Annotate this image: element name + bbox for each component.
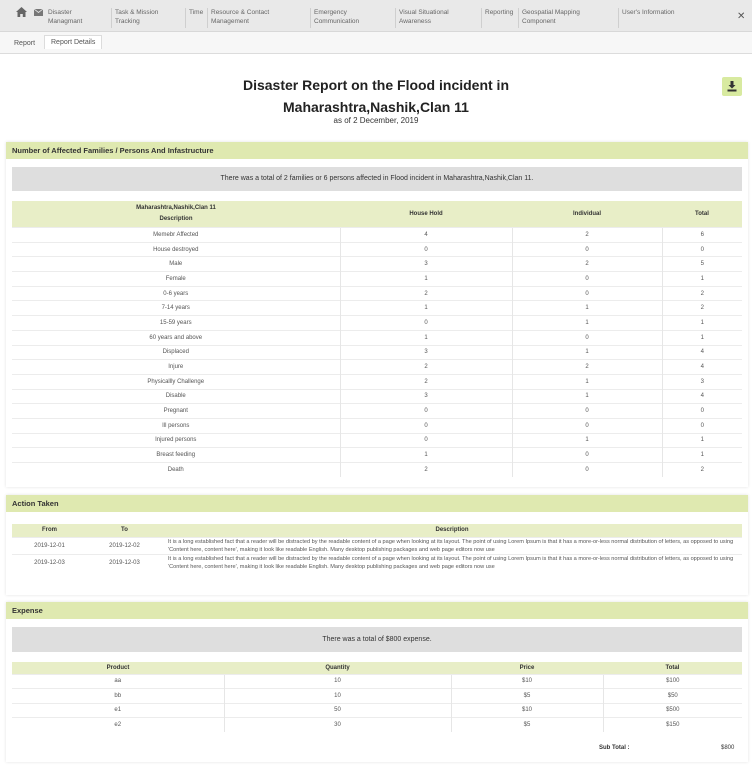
action-cell-from: 2019-12-01 — [12, 537, 87, 554]
affected-cell-individual: 1 — [512, 374, 662, 389]
affected-cell-description: 60 years and above — [12, 330, 340, 345]
nav-time[interactable]: Time — [185, 8, 205, 28]
nav-users-information[interactable]: User's Information — [618, 8, 678, 28]
affected-location: Maharashtra,Nashik,Clan 11 — [136, 205, 216, 211]
expense-table-row — [12, 718, 742, 733]
expense-col-total: Total — [665, 664, 680, 671]
expense-cell-price: $10 — [451, 703, 603, 718]
affected-cell-total: 2 — [662, 301, 742, 316]
expense-cell-product: aa — [12, 674, 224, 689]
action-panel — [6, 495, 748, 595]
affected-table-row — [12, 228, 742, 243]
affected-cell-individual: 0 — [512, 448, 662, 463]
affected-table-row — [12, 286, 742, 301]
expense-cell-total: $150 — [603, 718, 742, 733]
tab-report-details[interactable]: Report Details — [44, 35, 102, 49]
close-icon[interactable]: ✕ — [737, 11, 746, 22]
affected-table-row — [12, 257, 742, 272]
affected-table-row — [12, 418, 742, 433]
download-button[interactable] — [722, 77, 742, 96]
report-title-line1: Disaster Report on the Flood incident in — [242, 77, 509, 93]
report-title-line2: Maharashtra,Nashik,Clan 11 — [283, 99, 469, 115]
affected-table-row — [12, 389, 742, 404]
affected-cell-individual: 1 — [512, 301, 662, 316]
expense-cell-product: e1 — [12, 703, 224, 718]
affected-table-row — [12, 330, 742, 345]
affected-cell-household: 2 — [340, 374, 512, 389]
affected-cell-individual: 0 — [512, 242, 662, 257]
affected-cell-description: 0-6 years — [12, 286, 340, 301]
expense-cell-price: $5 — [451, 689, 603, 704]
affected-col-individual: Individual — [572, 211, 601, 217]
affected-panel — [6, 142, 748, 487]
action-col-description: Description — [435, 527, 469, 534]
affected-cell-description: 7-14 years — [12, 301, 340, 316]
affected-cell-description: Memebr Affected — [12, 228, 340, 243]
expense-table-row — [12, 703, 742, 718]
affected-cell-total: 3 — [662, 374, 742, 389]
action-col-from: From — [42, 527, 57, 534]
affected-table-row — [12, 448, 742, 463]
action-cell-from: 2019-12-03 — [12, 554, 87, 571]
expense-cell-price: $5 — [451, 718, 603, 733]
affected-table-row — [12, 345, 742, 360]
nav-disaster-management[interactable]: Disaster Managmant — [48, 9, 83, 25]
affected-cell-description: Male — [12, 257, 340, 272]
affected-cell-total: 0 — [662, 418, 742, 433]
affected-table-row — [12, 374, 742, 389]
affected-cell-total: 1 — [662, 330, 742, 345]
affected-cell-household: 1 — [340, 301, 512, 316]
expense-panel — [6, 602, 748, 762]
action-cell-to: 2019-12-03 — [87, 554, 162, 571]
action-cell-description: It is a long established fact that a reader will be distracted by the readable content of a page when looking at its layout. The point of using Lorem Ipsum is that it has a more-or-less normal distribution of letters, as opposed to using 'Content here, content here', making it look like readable English. Many desktop publishing packages and web page editors now use — [162, 554, 742, 571]
affected-table-row — [12, 301, 742, 316]
expense-cell-quantity: 10 — [224, 689, 451, 704]
affected-cell-total: 4 — [662, 360, 742, 375]
mail-icon[interactable] — [34, 9, 43, 16]
affected-cell-description: Displaced — [12, 345, 340, 360]
tab-bar — [0, 32, 752, 54]
affected-cell-household: 2 — [340, 286, 512, 301]
affected-cell-individual: 2 — [512, 257, 662, 272]
expense-table — [12, 662, 742, 732]
expense-col-product: Product — [106, 664, 130, 671]
affected-cell-household: 3 — [340, 257, 512, 272]
report-title — [0, 74, 752, 118]
affected-cell-individual: 0 — [512, 330, 662, 345]
affected-cell-description: Breast feeding — [12, 448, 340, 463]
affected-cell-total: 4 — [662, 345, 742, 360]
top-navigation — [0, 0, 752, 32]
affected-table-row — [12, 316, 742, 331]
nav-emergency-communication[interactable]: Emergency Communication — [310, 8, 390, 28]
expense-cell-quantity: 10 — [224, 674, 451, 689]
affected-cell-household: 1 — [340, 448, 512, 463]
nav-task-mission-tracking[interactable]: Task & Mission Tracking — [111, 8, 179, 28]
affected-cell-household: 2 — [340, 463, 512, 478]
affected-cell-individual: 1 — [512, 433, 662, 448]
affected-cell-individual: 0 — [512, 404, 662, 419]
affected-cell-description: House destroyed — [12, 242, 340, 257]
expense-heading: Expense — [6, 602, 748, 619]
affected-cell-household: 1 — [340, 272, 512, 287]
affected-table-row — [12, 272, 742, 287]
affected-cell-individual: 2 — [512, 360, 662, 375]
expense-cell-price: $10 — [451, 674, 603, 689]
expense-col-price: Price — [519, 664, 535, 671]
affected-table-header — [12, 201, 742, 228]
expense-cell-quantity: 50 — [224, 703, 451, 718]
affected-cell-description: Female — [12, 272, 340, 287]
nav-reporting[interactable]: Reporting — [481, 8, 517, 28]
affected-cell-total: 1 — [662, 448, 742, 463]
nav-geospatial-mapping-component[interactable]: Geospatial Mapping Component — [518, 8, 613, 28]
affected-cell-individual: 0 — [512, 272, 662, 287]
affected-cell-description: Physicallly Challenge — [12, 374, 340, 389]
affected-summary: There was a total of 2 families or 6 persons affected in Flood incident in Maharashtra,Nashik,Clan 11. — [12, 167, 742, 191]
expense-cell-product: bb — [12, 689, 224, 704]
affected-heading: Number of Affected Families / Persons And Infastructure — [6, 142, 748, 159]
report-date: as of 2 December, 2019 — [333, 116, 419, 125]
expense-col-quantity: Quantity — [325, 664, 350, 671]
affected-cell-household: 3 — [340, 389, 512, 404]
affected-table-row — [12, 433, 742, 448]
affected-table — [12, 201, 742, 477]
affected-cell-household: 3 — [340, 345, 512, 360]
nav-visual-situational-awareness[interactable]: Visual Situational Awareness — [395, 8, 475, 28]
expense-summary: There was a total of $800 expense. — [12, 627, 742, 652]
nav-resource-contact-management[interactable]: Resource & Contact Management — [207, 8, 302, 28]
expense-cell-total: $100 — [603, 674, 742, 689]
affected-cell-household: 1 — [340, 330, 512, 345]
affected-cell-description: 15-59 years — [12, 316, 340, 331]
affected-cell-total: 1 — [662, 433, 742, 448]
affected-cell-description: Disable — [12, 389, 340, 404]
affected-description-label: Description — [159, 216, 193, 222]
affected-cell-total: 0 — [662, 404, 742, 419]
expense-cell-total: $500 — [603, 703, 742, 718]
affected-cell-description: Injure — [12, 360, 340, 375]
affected-cell-total: 4 — [662, 389, 742, 404]
affected-cell-total: 2 — [662, 463, 742, 478]
action-cell-to: 2019-12-02 — [87, 537, 162, 554]
subtotal-label: Sub Total : — [599, 745, 630, 751]
expense-cell-quantity: 30 — [224, 718, 451, 733]
expense-table-row — [12, 689, 742, 704]
affected-table-row — [12, 463, 742, 478]
affected-col-total: Total — [695, 211, 709, 217]
affected-cell-household: 0 — [340, 433, 512, 448]
affected-cell-individual: 0 — [512, 463, 662, 478]
home-icon[interactable] — [16, 7, 27, 17]
subtotal-value: $800 — [721, 745, 735, 751]
affected-table-row — [12, 242, 742, 257]
affected-cell-description: Death — [12, 463, 340, 478]
action-table-row — [12, 537, 742, 554]
expense-cell-product: e2 — [12, 718, 224, 733]
affected-cell-total: 0 — [662, 242, 742, 257]
affected-cell-household: 2 — [340, 360, 512, 375]
affected-cell-total: 1 — [662, 272, 742, 287]
download-icon — [727, 81, 737, 92]
affected-table-row — [12, 360, 742, 375]
action-table-row — [12, 554, 742, 571]
expense-cell-total: $50 — [603, 689, 742, 704]
affected-cell-household: 0 — [340, 242, 512, 257]
action-table — [12, 524, 742, 571]
affected-cell-individual: 1 — [512, 345, 662, 360]
affected-col-household: House Hold — [409, 211, 443, 217]
action-table-header — [12, 524, 742, 537]
affected-cell-individual: 1 — [512, 316, 662, 331]
affected-cell-household: 0 — [340, 316, 512, 331]
affected-cell-individual: 1 — [512, 389, 662, 404]
affected-cell-individual: 2 — [512, 228, 662, 243]
affected-cell-household: 0 — [340, 418, 512, 433]
affected-cell-household: 0 — [340, 404, 512, 419]
expense-table-header — [12, 662, 742, 674]
affected-cell-total: 5 — [662, 257, 742, 272]
affected-cell-individual: 0 — [512, 286, 662, 301]
affected-table-row — [12, 404, 742, 419]
affected-cell-total: 6 — [662, 228, 742, 243]
action-col-to: To — [121, 527, 128, 534]
action-cell-description: It is a long established fact that a reader will be distracted by the readable content of a page when looking at its layout. The point of using Lorem Ipsum is that it has a more-or-less normal distribution of letters, as opposed to using 'Content here, content here', making it look like readable English. Many desktop publishing packages and web page editors now use — [162, 537, 742, 554]
action-heading: Action Taken — [6, 495, 748, 512]
affected-cell-description: Injured persons — [12, 433, 340, 448]
affected-cell-household: 4 — [340, 228, 512, 243]
affected-cell-description: Pregnant — [12, 404, 340, 419]
tab-report[interactable]: Report — [14, 40, 36, 47]
expense-table-row — [12, 674, 742, 689]
affected-cell-total: 2 — [662, 286, 742, 301]
affected-cell-description: Ill persons — [12, 418, 340, 433]
affected-cell-total: 1 — [662, 316, 742, 331]
affected-cell-individual: 0 — [512, 418, 662, 433]
affected-col-description — [12, 201, 340, 228]
